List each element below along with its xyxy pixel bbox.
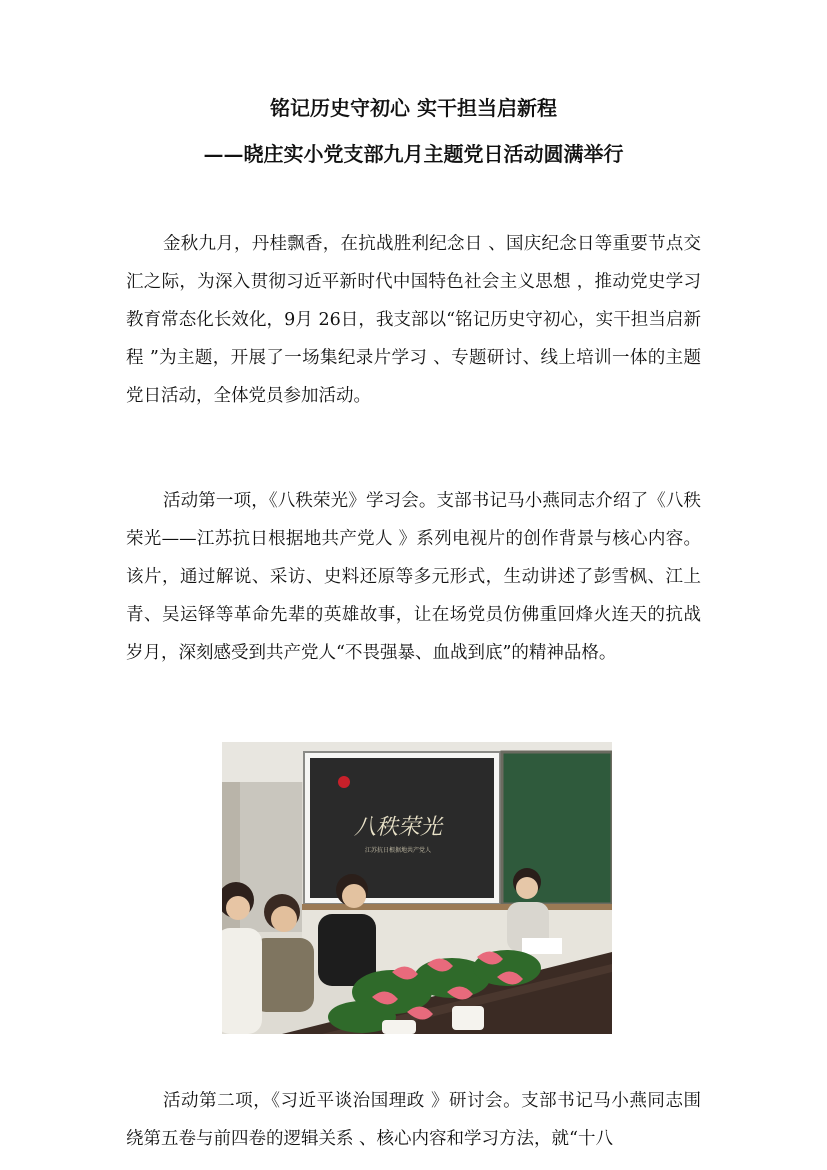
screen-title: 八秩荣光 — [353, 815, 443, 840]
meeting-photo — [222, 742, 612, 1034]
document-subtitle: ——晓庄实小党支部九月主题党日活动圆满举行 — [203, 142, 624, 166]
paragraph-activity-two: 活动第二项，《习近平谈治国理政 》研讨会。支部书记马小燕同志围绕第五卷与前四卷的逻辑关系 、核心内容和学习方法，就“十八 — [126, 1091, 701, 1149]
paragraph-activity-one: 活动第一项，《八秩荣光》学习会。支部书记马小燕同志介绍了《八秩荣光——江苏抗日根据地共产党人 》系列电视片的创作背景与核心内容。该片，通过解说、采访、史料还原等多元形式，生动讲述了彭雪枫、江上青、吴运铎等革命先辈的英雄故事，让在场党员仿佛重回烽火连天的抗战岁月，深刻感受到共产党人“不畏强暴、血战到底”的精神品格。 — [126, 491, 701, 663]
paragraph-intro: 金秋九月，丹桂飘香，在抗战胜利纪念日 、国庆纪念日等重要节点交汇之际，为深入贯彻习近平新时代中国特色社会主义思想 ，推动党史学习教育常态化长效化，9月 26日，我支部以“铭记历史守初心，实干担当启新程 ”为主题，开展了一场集纪录片学习 、专题研讨、线上培训一体的主题党日活动，全体党员参加活动。 — [126, 234, 701, 406]
document-title: 铭记历史守初心 实干担当启新程 — [270, 96, 557, 120]
screen-subtitle: 江苏抗日根据地共产党人 — [364, 847, 432, 854]
